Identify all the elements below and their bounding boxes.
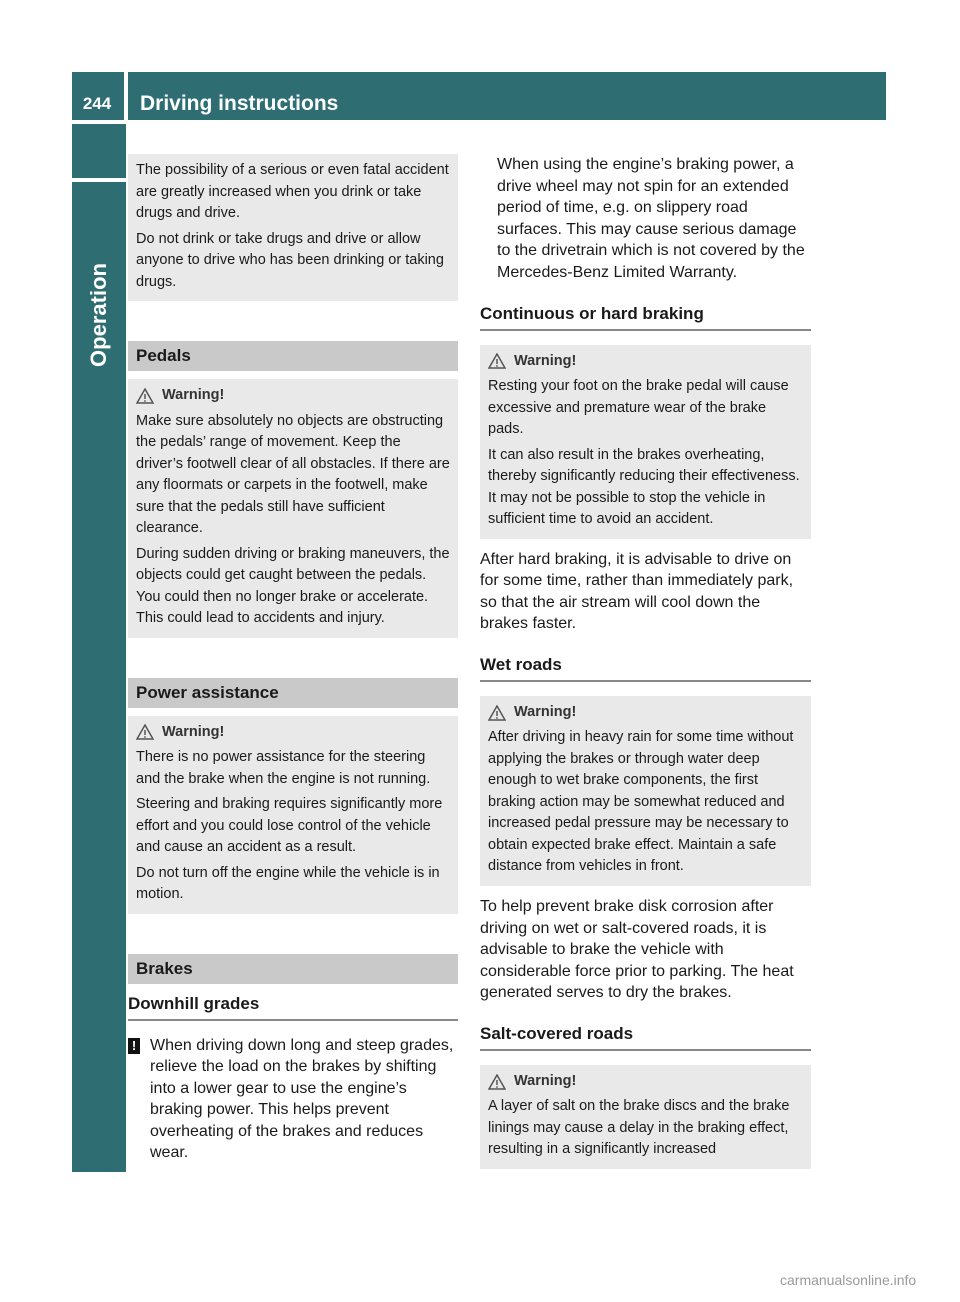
warning-header — [488, 702, 803, 724]
wet-roads-heading: Wet roads — [480, 655, 811, 682]
warning-header — [488, 1071, 803, 1093]
note-exclamation-icon: ! — [128, 1038, 140, 1054]
warning-paragraph: Steering and braking requires significantly more effort and you could lose control of the vehicle and cause an accident as a result. — [136, 796, 443, 855]
warning-header — [136, 722, 450, 744]
warning-label: Warning! — [514, 352, 577, 369]
warning-paragraph: A layer of salt on the brake discs and the brake linings may cause a delay in the braking effect, resulting in a significantly increased — [488, 1098, 790, 1158]
continuous-braking-heading: Continuous or hard braking — [480, 304, 811, 331]
left-column — [128, 154, 458, 1164]
warning-triangle-icon — [488, 353, 506, 369]
warning-triangle-icon — [488, 1074, 506, 1090]
section-title: Driving instructions — [140, 92, 339, 115]
warning-triangle-icon — [136, 388, 154, 404]
page-number: 244 — [82, 94, 112, 113]
warning-paragraph: There is no power assistance for the steering and the brake when the engine is not running. — [136, 749, 431, 787]
warning-header — [488, 351, 803, 373]
note-continued-text: When using the engine’s braking power, a drive wheel may not spin for an extended period of time, e.g. on slippery road surfaces. This may cause serious damage to the drivetrain which is not covered by the Mercedes-Benz Limited Warranty. — [497, 156, 805, 281]
wet-warning-box — [480, 696, 811, 886]
right-column — [480, 154, 811, 1169]
warning-paragraph: It can also result in the brakes overheating, thereby significantly reducing their effectiveness. It may not be possible to stop the vehicle in sufficient time to avoid an accident. — [488, 446, 800, 528]
intro-paragraph: The possibility of a serious or even fatal accident are greatly increased when you drink or take drugs and drive. — [136, 162, 449, 221]
pedals-warning-box — [128, 379, 458, 638]
side-tab-label-wrap — [72, 182, 126, 482]
warning-label: Warning! — [514, 703, 577, 720]
body-paragraph: To help prevent brake disk corrosion after driving on wet or salt-covered roads, it is advisable to brake the vehicle with considerable force prior to parking. The heat generated serves to dry the brakes. — [480, 897, 794, 1002]
warning-paragraph: Make sure absolutely no objects are obstructing the pedals’ range of movement. Keep the driver’s footwell clear of all obstacles. If there are any floormats or carpets in the footwell, make sure that the pedals still have sufficient clearance. — [136, 412, 450, 536]
warning-paragraph: After driving in heavy rain for some time without applying the brakes or through water deep enough to wet brake components, the first braking action may be somewhat reduced and increased pedal pressure may be necessary to obtain expected brake effect. Maintain a safe distance from vehicles in front. — [488, 729, 794, 875]
warning-paragraph: During sudden driving or braking maneuvers, the objects could get caught between the pedals. You could then no longer brake or accelerate. This could lead to accidents and injury. — [136, 545, 450, 626]
side-tab-square — [72, 124, 126, 178]
warning-label: Warning! — [162, 723, 225, 740]
pedals-heading: Pedals — [128, 341, 458, 371]
downhill-grades-subheading: Downhill grades — [128, 994, 458, 1021]
note-block — [128, 1035, 458, 1165]
body-paragraph: After hard braking, it is advisable to drive on for some time, rather than immediately park, so that the air stream will cool down the brakes faster. — [480, 550, 794, 633]
continuous-warning-box — [480, 345, 811, 539]
power-warning-box — [128, 716, 458, 914]
power-assistance-heading: Power assistance — [128, 678, 458, 708]
warning-header — [136, 385, 450, 407]
brakes-heading: Brakes — [128, 954, 458, 984]
intro-paragraph: Do not drink or take drugs and drive or allow anyone to drive who has been drinking or taking drugs. — [136, 230, 444, 290]
warning-label: Warning! — [162, 387, 225, 403]
salt-covered-roads-heading: Salt-covered roads — [480, 1024, 811, 1051]
warning-triangle-icon — [488, 705, 506, 721]
note-text: When driving down long and steep grades, relieve the load on the brakes by shifting into a lower gear to use the engine’s braking power. This helps prevent overheating of the brakes and reduces wear. — [150, 1036, 454, 1162]
intro-warning-box — [128, 154, 458, 301]
footer-watermark: carmanualsonline.info — [780, 1272, 917, 1288]
warning-paragraph: Do not turn off the engine while the vehicle is in motion. — [136, 864, 440, 902]
warning-triangle-icon — [136, 724, 154, 740]
side-tab-label: Operation — [86, 263, 111, 367]
warning-paragraph: Resting your foot on the brake pedal will cause excessive and premature wear of the brake pads. — [488, 378, 789, 438]
salt-warning-box — [480, 1065, 811, 1169]
warning-label: Warning! — [514, 1072, 577, 1089]
header-divider — [124, 72, 128, 120]
